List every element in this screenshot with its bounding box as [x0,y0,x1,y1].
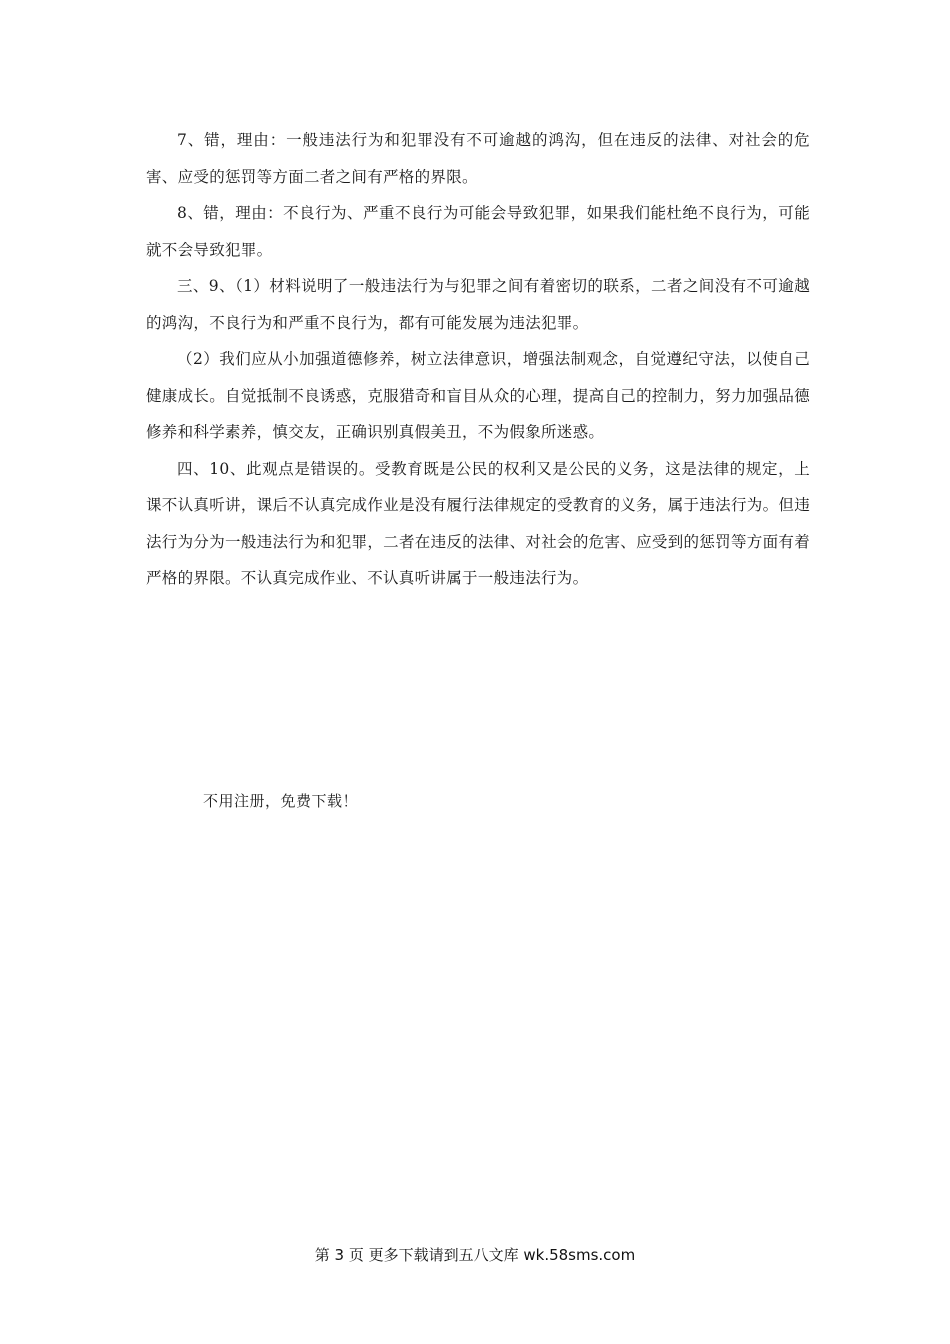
answer-paragraph-9-1: 三、9、（1）材料说明了一般违法行为与犯罪之间有着密切的联系，二者之间没有不可逾越的鸿沟，不良行为和严重不良行为，都有可能发展为违法犯罪。 [146,277,810,332]
answer-paragraph-9-2: （2）我们应从小加强道德修养，树立法律意识，增强法制观念，自觉遵纪守法，以使自己健康成长。自觉抵制不良诱惑，克服猎奇和盲目从众的心理，提高自己的控制力，努力加强品德修养和科学素养，慎交友，正确识别真假美丑，不为假象所迷惑。 [146,350,810,441]
answer-paragraph-7: 7、错，理由：一般违法行为和犯罪没有不可逾越的鸿沟，但在违反的法律、对社会的危害、应受的惩罚等方面二者之间有严格的界限。 [146,131,810,186]
answer-paragraph-10: 四、10、此观点是错误的。受教育既是公民的权利又是公民的义务，这是法律的规定，上课不认真听讲，课后不认真完成作业是没有履行法律规定的受教育的义务，属于违法行为。但违法行为分为一般违法行为和犯罪，二者在违反的法律、对社会的危害、应受到的惩罚等方面有着严格的界限。不认真完成作业、不认真听讲属于一般违法行为。 [146,459,810,587]
answer-section [146,122,810,597]
free-download-note: 不用注册，免费下载！ [203,792,359,810]
answer-paragraph-8: 8、错，理由：不良行为、严重不良行为可能会导致犯罪，如果我们能杜绝不良行为，可能就不会导致犯罪。 [146,204,810,259]
page-footer: 第 3 页 更多下载请到五八文库 wk.58sms.com [314,1246,636,1264]
